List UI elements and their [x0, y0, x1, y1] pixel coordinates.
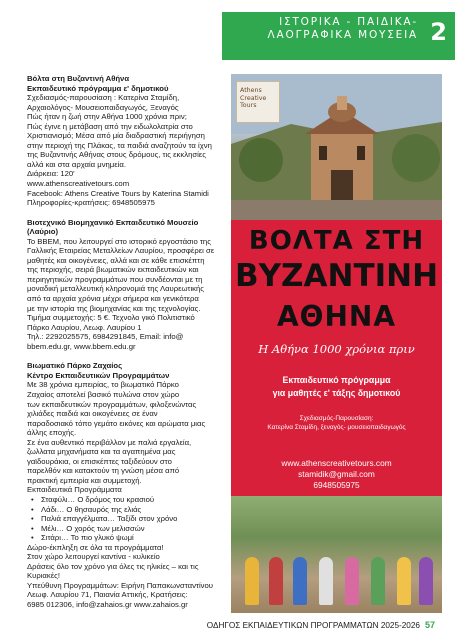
text-line: πρακτική εμπειρία και συμμετοχή. [27, 475, 142, 485]
text-line: Με 38 χρόνια εμπειρίας, το βιωματικό Πάρκο [27, 380, 179, 390]
text-line: Γαλλικής Εταιρείας Μεταλλείων Λαυρίου, προσφέρει σε [27, 246, 215, 256]
program-bullet: • Μέλι… Ο χορός των μελισσών [27, 524, 227, 534]
text-line: Αρχαιολόγος- Μουσειοπαιδαγωγός, Ξεναγός [27, 102, 179, 112]
duration: Διάρκεια: 120' [27, 169, 75, 179]
spacer [27, 351, 227, 361]
section-title-line-2: ΛΑΟΓΡΑΦΙΚΑ ΜΟΥΣΕΙΑ [267, 29, 418, 41]
entry-lavrio-museum [27, 218, 227, 352]
text-line: μαθητές και οικογένειες, αλλά και σε κάθε επισκέπτη [27, 255, 205, 265]
poster-credits [231, 414, 442, 432]
text-line: αλλά και στα αρχαία μνημεία. [27, 159, 126, 169]
text-line: παραδοσιακό τόπο γεμάτο εικόνες και αρώματα μιας [27, 418, 206, 428]
text-line: ζωλλατα μηχανήματα και τα αγαπημένα μας [27, 447, 176, 457]
contact-line: Λεωφ. Λαυρίου 71, Παιανία Αττικής, Κρατήσεις: [27, 590, 188, 600]
text-line: άλλης εποχής. [27, 428, 77, 438]
text-line: Το ΒΒΕΜ, που λειτουργεί στο ιστορικό εργοστάσιο της [27, 236, 211, 246]
entry-subtitle: Κέντρο Εκπαιδευτικών Προγραμμάτων [27, 370, 170, 380]
poster-program-line-2: για μαθητές ε' τάξης δημοτικού [272, 387, 401, 398]
poster-title-line-1: ΒΟΛΤΑ ΣΤΗ [248, 226, 425, 256]
poster-program-line-1: Εκπαιδευτικό πρόγραμμα [282, 375, 391, 385]
text-line: παρελθόν και κατακτούν τη γνώση μέσα από [27, 466, 180, 476]
section-number: 2 [430, 18, 447, 46]
text-line: Κυριακές! [27, 571, 60, 581]
poster-credits-line-1: Σχεδιασμός-Παρουσίαση: [299, 415, 374, 422]
poster-website[interactable]: www.athenscreativetours.com [281, 458, 392, 468]
text-line: Ζαχαίος αποτελεί βασικό πυλώνα στον χώρο [27, 389, 180, 399]
program-bullet: • Σταφύλι… Ο δρόμος του κρασιού [27, 495, 227, 505]
booking-phone: Πληροφορίες-κρατήσεις: 6948505975 [27, 198, 155, 208]
program-bullet: • Παλιά επαγγέλματα… Ταξίδι στον χρόνο [27, 514, 227, 524]
entry-title: Βιοτεχνικό Βιομηχανικό Εκπαιδευτικό Μουσείο [27, 217, 199, 227]
facebook-link[interactable]: Facebook: Athens Creative Tours by Katerina Stamidi [27, 188, 209, 198]
text-line: Στον χώρο λειτουργεί καντίνα - κυλικείο [27, 552, 160, 562]
text-line: Υπεύθυνη Προγραμμάτων: Ειρήνη Παπακωνσταντίνου [27, 580, 214, 590]
text-line: Σε ένα αυθεντικό περιβάλλον με παλιά εργαλεία, [27, 437, 192, 447]
text-line: Τιμήμα συμμετοχής: 5 €. Τεχνολο γικό Πολιτιστικό [27, 313, 195, 323]
text-line: γαϊδουράκια, οι επισκέπτες ταξιδεύουν στο [27, 456, 172, 466]
text-line: περιηγητικών προγραμμάτων που συνδέονται με τη [27, 274, 203, 284]
website-link[interactable]: www.athenscreativetours.com [27, 179, 130, 189]
text-line: της περιοχής, σειρά βιωματικών εκπαιδευτικών και [27, 265, 199, 275]
program-bullet: • Λάδι… Ο θησαυρός της ελιάς [27, 505, 227, 515]
section-header-band [222, 12, 455, 60]
poster-email[interactable]: stamidik@gmail.com [298, 469, 375, 479]
text-line: Πώς ήταν η ζωή στην Αθήνα 1000 χρόνια πριν; [27, 112, 187, 122]
text-line: Σχεδιασμός-παρουσίαση : Κατερίνα Σταμίδη, [27, 93, 180, 103]
text-line: των εκπαιδευτικών προγραμμάτων, φιλοξενώντας [27, 399, 197, 409]
section-title-line-1: ΙΣΤΟΡΙΚΑ - ΠΑΙΔΙΚΑ- [279, 16, 418, 28]
section-title [228, 16, 418, 42]
athens-creative-tours-logo: Athens Creative Tours [236, 81, 280, 123]
article-column [27, 74, 227, 610]
contact-line: 6985 012306, info@zahaios.gr www.zahaios.gr [27, 599, 188, 609]
page-footer [0, 620, 435, 630]
text-line: με την ιστορία της βιομηχανίας και της τεχνολογίας. [27, 303, 201, 313]
entry-subtitle: Εκπαιδευτικό πρόγραμμα ε' δημοτικού [27, 83, 169, 93]
poster-program [231, 374, 442, 399]
text-line: Εκπαιδευτικά Προγράμματα [27, 485, 122, 495]
entry-zahaios-park [27, 361, 227, 609]
text-line: στην περιοχή της Πλάκας, τα παιδιά αναζητούν τα ίχνη [27, 140, 212, 150]
entry-byzantine-athens [27, 74, 227, 208]
contact-line: Τηλ.: 2292025575, 6984291845, Email: info@ [27, 332, 184, 342]
text-line: της Βυζαντινής Αθήνας στους δρόμους, τις εκκλησίες [27, 150, 206, 160]
spacer [27, 208, 227, 218]
poster-title-line-3: ΑΘΗΝΑ [276, 300, 396, 333]
text-line: Χριστιανισμό; Μέσα από μία διαδραστική περιήγηση [27, 131, 205, 141]
text-line: Πάρκο Λαυρίου, Λεωφ. Λαυρίου 1 [27, 322, 142, 332]
text-line: από τα αρχαία χρόνια μέχρι σήμερα και γενικότερα [27, 294, 199, 304]
poster-subtitle: Η Αθήνα 1000 χρόνια πριν [258, 342, 415, 356]
entry-subtitle: (Λαύριο) [27, 227, 59, 237]
footer-text: ΟΔΗΓΟΣ ΕΚΠΑΙΔΕΥΤΙΚΩΝ ΠΡΟΓΡΑΜΜΑΤΩΝ 2025-2026 [206, 621, 420, 630]
children-photo [231, 496, 442, 613]
text-line: Δράσεις όλο τον χρόνο για όλες τις ηλικίες – και τις [27, 561, 199, 571]
poster-title-line-2: ΒΥΖΑΝΤΙΝΗ [234, 258, 439, 294]
poster-credits-line-2: Κατερίνα Σταμίδη, ξεναγός- μουσειοπαιδαγωγός [267, 424, 406, 431]
program-bullet: • Σιτάρι… Το πιο γλυκό ψωμί [27, 533, 227, 543]
poster-contact [231, 458, 442, 491]
church-photo [231, 74, 442, 220]
contact-line: bbem.edu.gr, www.bbem.edu.gr [27, 341, 136, 351]
text-line: χιλιάδες παιδιά και οικογένειες σε έναν [27, 409, 158, 419]
page-number: 57 [424, 620, 435, 630]
text-line: Δώρο-έκπληξη σε όλα τα προγράμματα! [27, 542, 164, 552]
tour-poster [231, 74, 442, 613]
text-line: Πώς έγινε η μετάβαση από την ειδωλολατρία στο [27, 121, 193, 131]
text-line: μοναδική μεταλλευτική κληρονομιά της Λαυρεωτικής [27, 284, 205, 294]
poster-phone: 6948505975 [313, 480, 360, 490]
entry-title: Βόλτα στη Βυζαντινή Αθήνα [27, 74, 130, 83]
entry-title: Βιωματικό Πάρκο Ζαχαίος [27, 361, 123, 371]
